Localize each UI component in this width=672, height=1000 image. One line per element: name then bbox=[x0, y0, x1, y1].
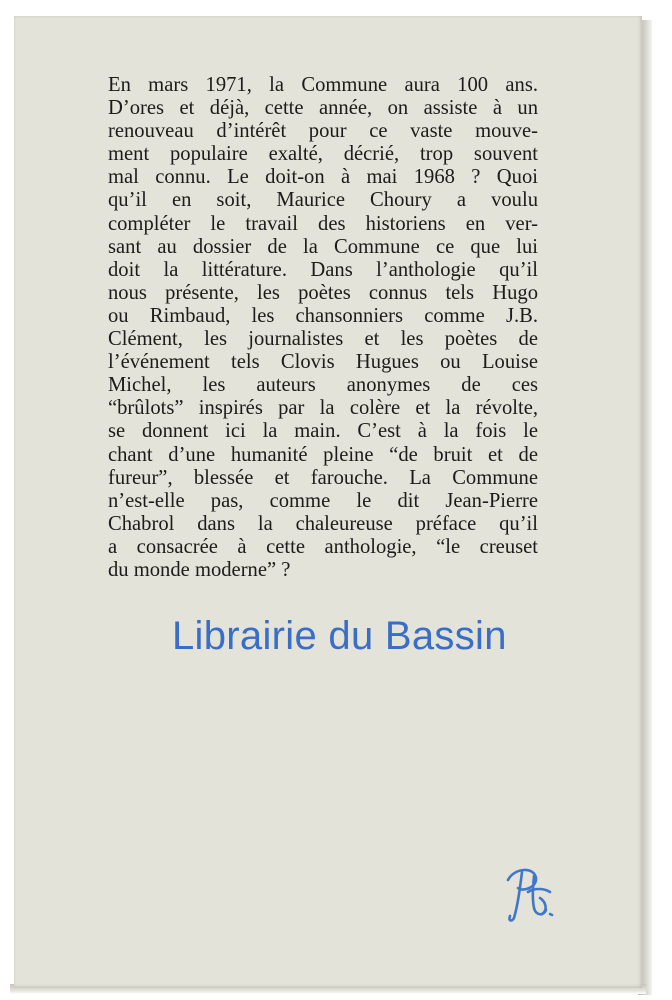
blurb-line: En mars 1971, la Commune aura 100 ans. bbox=[108, 74, 538, 96]
blurb-line: ment populaire exalté, décrié, trop souvent bbox=[108, 143, 538, 166]
blurb-line: doit la littérature. Dans l’anthologie qu’il bbox=[108, 258, 538, 281]
blurb-line: se donnent ici la main. C’est à la fois le bbox=[108, 420, 538, 443]
blurb-line: renouveau d’intérêt pour ce vaste mouve- bbox=[108, 120, 538, 143]
blurb-line: ou Rimbaud, les chansonniers comme J.B. bbox=[108, 304, 538, 327]
blurb-line: du monde moderne” ? bbox=[108, 558, 291, 581]
blurb-line: Michel, les auteurs anonymes de ces bbox=[108, 374, 538, 397]
blurb-line: a consacrée à cette anthologie, “le creuset bbox=[108, 535, 538, 558]
blurb-line: Chabrol dans la chaleureuse préface qu’il bbox=[108, 512, 538, 535]
blurb-line: D’ores et déjà, cette année, on assiste à un bbox=[108, 97, 538, 120]
publisher-monogram-icon bbox=[500, 858, 560, 926]
bookseller-watermark: Librairie du Bassin bbox=[172, 614, 507, 658]
blurb-line: mal connu. Le doit-on à mai 1968 ? Quoi bbox=[108, 166, 538, 189]
blurb-line: qu’il en soit, Maurice Choury a voulu bbox=[108, 189, 538, 212]
blurb-line: sant au dossier de la Commune ce que lui bbox=[108, 235, 538, 258]
blurb-line: fureur”, blessée et farouche. La Commune bbox=[108, 466, 538, 489]
blurb-line: “brûlots” inspirés par la colère et la révolte, bbox=[108, 397, 538, 420]
blurb-line: chant d’une humanité pleine “de bruit et de bbox=[108, 443, 538, 466]
back-cover-blurb bbox=[108, 74, 538, 582]
blurb-line: Clément, les journalistes et les poètes de bbox=[108, 328, 538, 351]
blurb-line: nous présente, les poètes connus tels Hugo bbox=[108, 281, 538, 304]
blurb-line: l’événement tels Clovis Hugues ou Louise bbox=[108, 351, 538, 374]
blurb-line: n’est-elle pas, comme le dit Jean-Pierre bbox=[108, 489, 538, 512]
blurb-line: compléter le travail des historiens en ver- bbox=[108, 212, 538, 235]
